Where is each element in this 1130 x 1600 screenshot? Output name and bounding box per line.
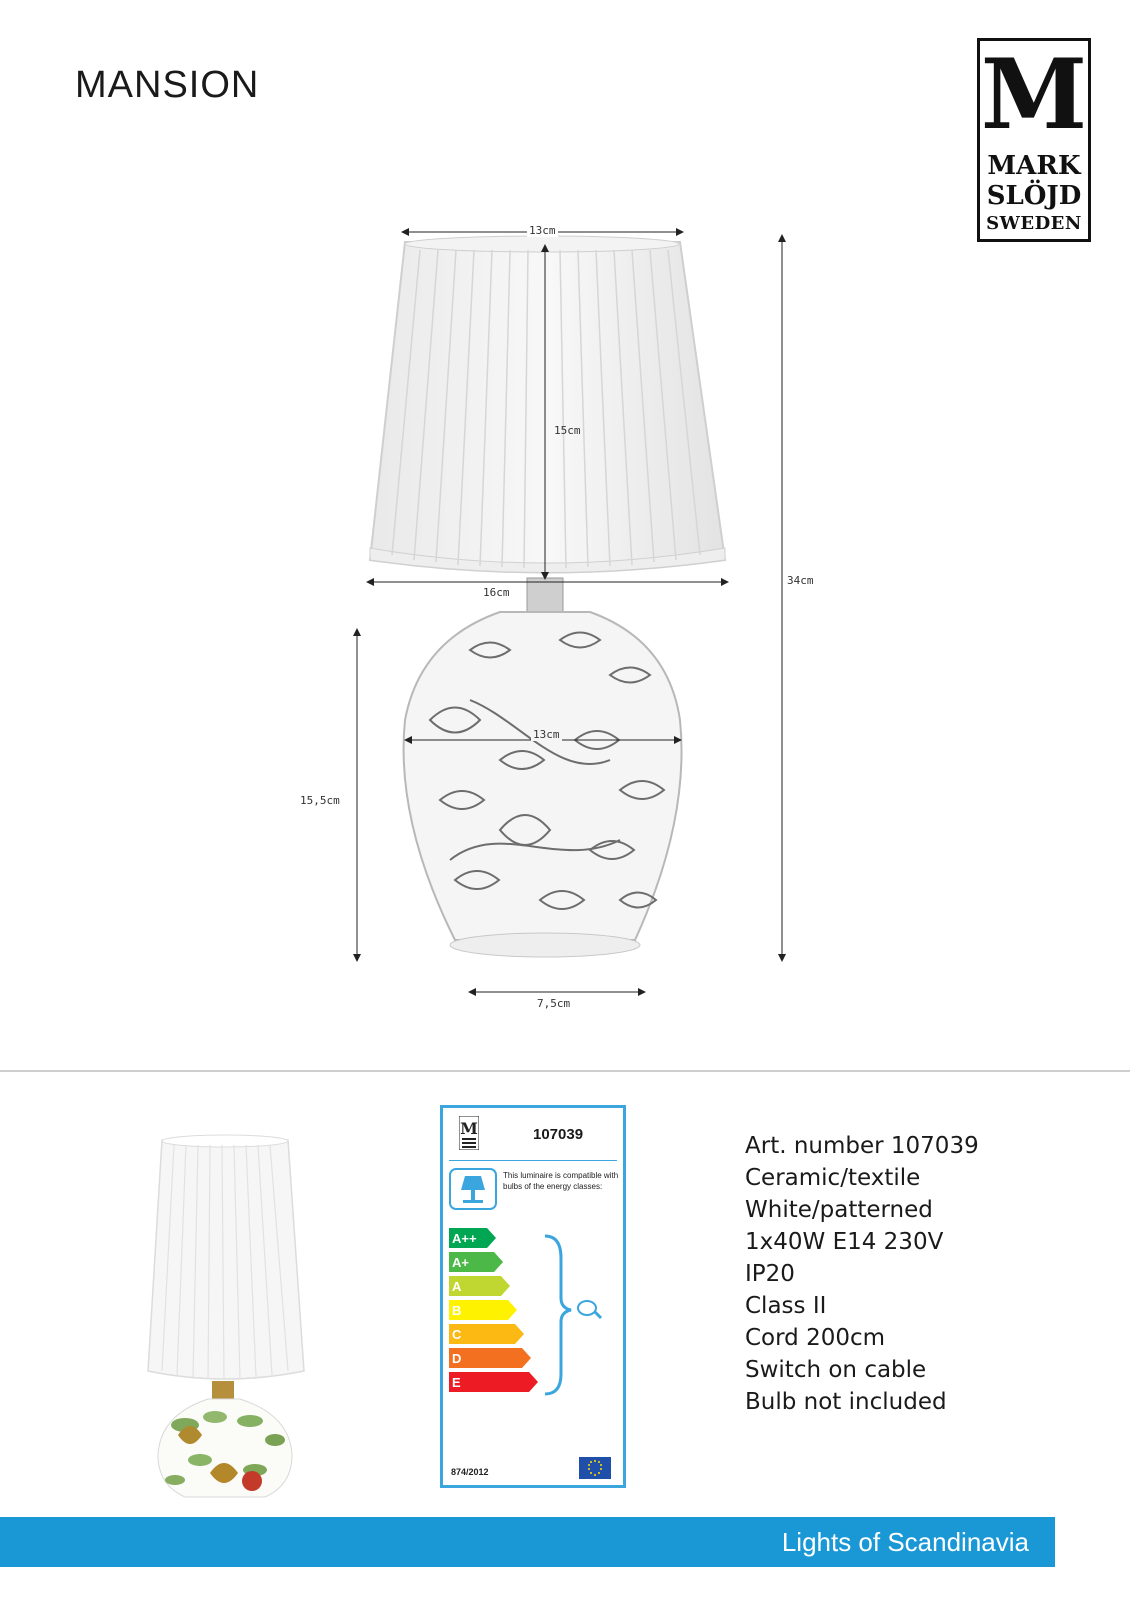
logo-word-mark: MARK	[987, 151, 1081, 181]
energy-class-scale	[449, 1228, 619, 1398]
energy-class-a	[449, 1276, 510, 1296]
energy-class-label: E	[452, 1375, 461, 1390]
energy-class-b	[449, 1300, 517, 1320]
spec-line: 1x40W E14 230V	[745, 1229, 944, 1255]
product-title: MANSION	[75, 64, 260, 106]
energy-label-separator	[449, 1160, 617, 1161]
dim-shade-height: 15cm	[554, 424, 581, 437]
energy-class-label: B	[452, 1303, 462, 1318]
spec-line: White/patterned	[745, 1197, 933, 1223]
spec-list	[745, 1130, 979, 1418]
energy-regulation: 874/2012	[451, 1467, 489, 1477]
compat-bracket	[545, 1236, 571, 1394]
svg-text:M: M	[460, 1119, 478, 1138]
dim-foot-width: 7,5cm	[537, 997, 571, 1010]
dim-shade-bottom: 16cm	[483, 586, 510, 599]
energy-class-aplusplus	[449, 1228, 496, 1248]
spec-line: Bulb not included	[745, 1389, 947, 1415]
energy-class-label: A	[452, 1279, 462, 1294]
lamp-shade-drawing	[370, 236, 725, 573]
luminaire-icon	[449, 1168, 497, 1210]
energy-class-c	[449, 1324, 524, 1344]
energy-label-logo-icon	[459, 1116, 479, 1150]
footer-bar	[0, 1517, 1055, 1567]
spec-line: Switch on cable	[745, 1357, 927, 1383]
energy-class-label: A++	[452, 1231, 477, 1246]
dim-base-height: 15,5cm	[300, 794, 340, 807]
dim-shade-top: 13cm	[529, 224, 556, 237]
energy-class-label: D	[452, 1351, 462, 1366]
energy-class-e	[449, 1372, 538, 1392]
logo-word-slojd: SLÖJD	[986, 181, 1082, 211]
energy-label-article: 107039	[533, 1126, 584, 1143]
footer-tagline: Lights of Scandinavia	[781, 1527, 1029, 1557]
logo-letter: M	[980, 38, 1088, 151]
bulb-icon	[578, 1301, 601, 1318]
lamp-base-drawing	[404, 612, 682, 957]
dim-base-width: 13cm	[533, 728, 560, 741]
spec-line: Ceramic/textile	[745, 1165, 921, 1191]
spec-line: Art. number 107039	[745, 1133, 979, 1159]
energy-class-d	[449, 1348, 531, 1368]
product-photo	[140, 1125, 315, 1500]
spec-line: Class II	[745, 1293, 827, 1319]
energy-compat-text: This luminaire is compatible with bulbs of the energy classes:	[503, 1171, 619, 1191]
energy-class-label: A+	[452, 1255, 469, 1270]
energy-class-label: C	[452, 1327, 462, 1342]
section-divider	[0, 1070, 1130, 1072]
logo-word-sweden: SWEDEN	[986, 213, 1082, 234]
eu-flag-icon	[579, 1457, 611, 1479]
spec-line: Cord 200cm	[745, 1325, 886, 1351]
dim-total-height: 34cm	[787, 574, 814, 587]
energy-class-aplus	[449, 1252, 503, 1272]
energy-label	[440, 1105, 626, 1488]
spec-line: IP20	[745, 1261, 795, 1287]
